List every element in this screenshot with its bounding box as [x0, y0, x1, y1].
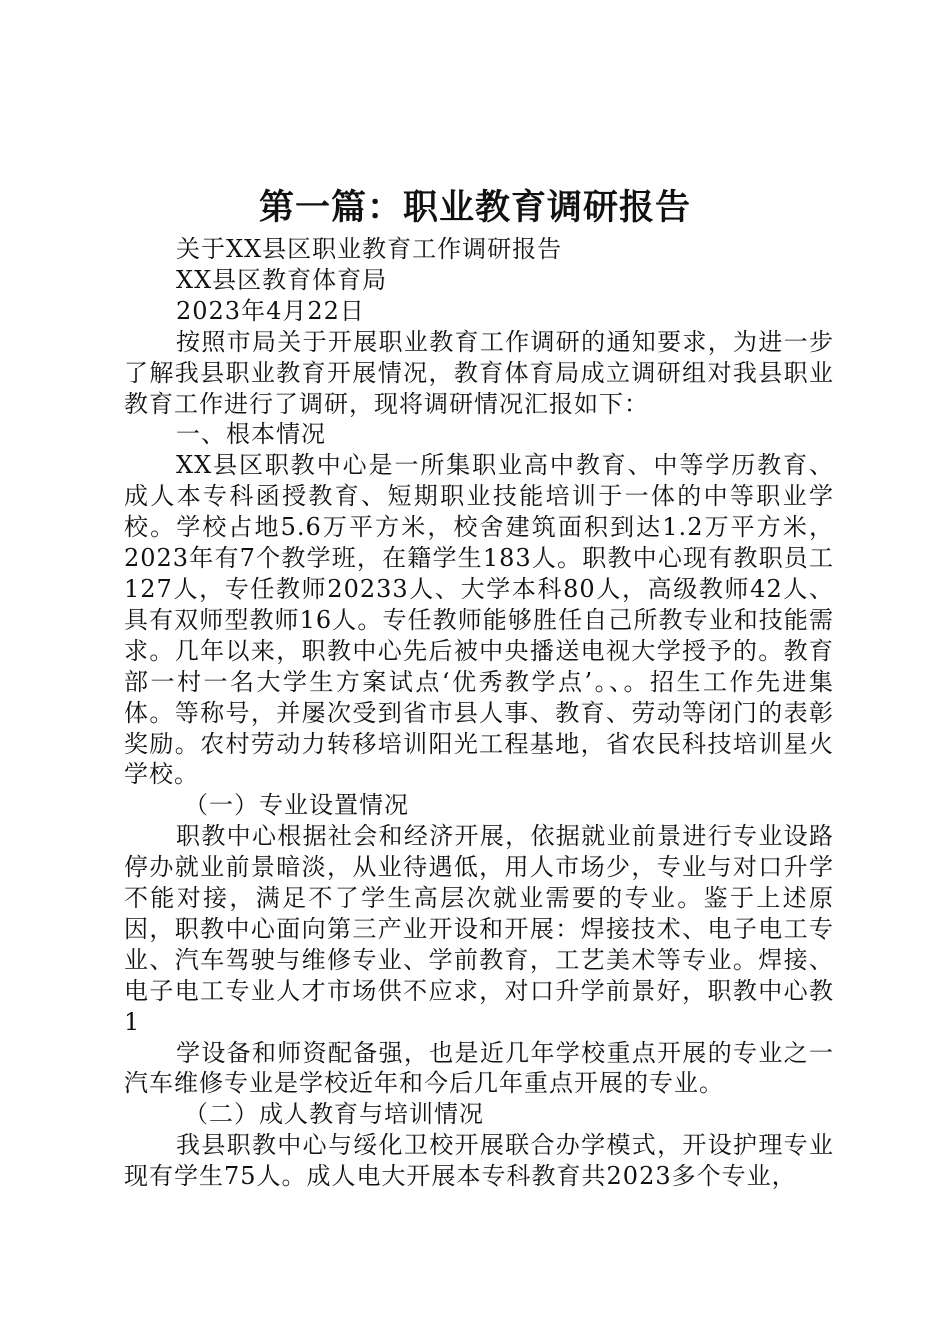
- document-title: 第一篇：职业教育调研报告: [258, 187, 691, 228]
- report-title-line: 关于XX县区职业教育工作调研报告: [176, 235, 563, 263]
- intro-paragraph: 按照市局关于开展职业教育工作调研的通知要求，为进一步了解我县职业教育开展情况，教育体育局成立调研组对我县职业教育工作进行了调研，现将调研情况汇报如下：: [124, 327, 834, 418]
- basic-info-paragraph: XX县区职教中心是一所集职业高中教育、中等学历教育、成人本专科函授教育、短期职业技能培训于一体的中等职业学校。学校占地5.6万平方米，校舍建筑面积到达1.2万平方米，2023年有7个教学班，在籍学生183人。职教中心现有教职员工127人，专任教师20233人、大学本科80人，高级教师42人、具有双师型教师16人。专任教师能够胜任自己所教专业和技能需求。几年以来，职教中心先后被中央播送电视大学授予的。教育部一村一名大学生方案试点‘优秀教学点’。、。招生工作先进集体。等称号，并屡次受到省市县人事、教育、劳动等闭门的表彰奖励。农村劳动力转移培训阳光工程基地，省农民科技培训星火学校。: [124, 451, 834, 789]
- subsection-heading-majors: （一）专业设置情况: [184, 791, 409, 820]
- section-heading-basic: 一、根本情况: [176, 420, 326, 449]
- adult-education-paragraph: 我县职教中心与绥化卫校开展联合办学模式，开设护理专业现有学生75人。成人电大开展本专科教育共2023多个专业，: [124, 1131, 834, 1191]
- majors-paragraph: 职教中心根据社会和经济开展，依据就业前景进行专业设路停办就业前景暗淡，从业待遇低，用人市场少，专业与对口升学不能对接，满足不了学生高层次就业需要的专业。鉴于上述原因，职教中心面向第三产业开设和开展：焊接技术、电子电工专业、汽车驾驶与维修专业、学前教育，工艺美术等专业。焊接、电子电工专业人才市场供不应求，对口升学前景好，职教中心教1: [124, 822, 834, 1036]
- majors-paragraph-continued: 学设备和师资配备强，也是近几年学校重点开展的专业之一汽车维修专业是学校近年和今后几年重点开展的专业。: [124, 1038, 834, 1098]
- subsection-heading-adult-education: （二）成人教育与培训情况: [184, 1100, 484, 1129]
- date-line: 2023年4月22日: [176, 296, 365, 325]
- author-line: XX县区教育体育局: [176, 265, 388, 294]
- document-body: [124, 234, 834, 1192]
